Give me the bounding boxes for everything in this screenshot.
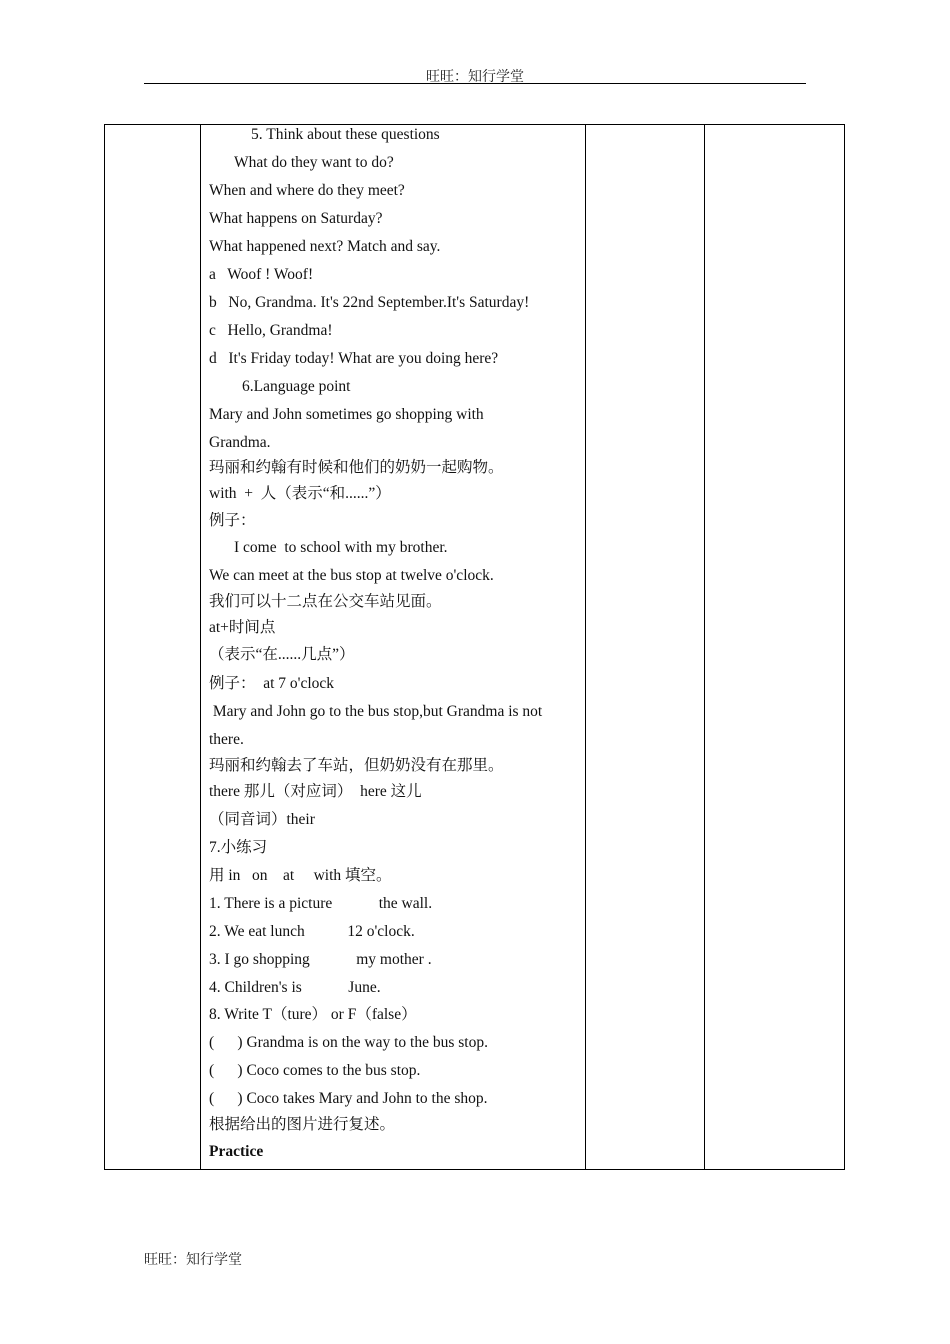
practice-heading: Practice — [209, 1143, 264, 1160]
text-line: at+时间点 — [209, 619, 276, 636]
text-line: 我们可以十二点在公交车站见面。 — [209, 593, 442, 610]
section-heading: 6.Language point — [242, 378, 351, 395]
true-false-item: ( ) Coco takes Mary and John to the shop. — [209, 1090, 488, 1107]
text-line: （表示“在......几点”） — [209, 646, 355, 663]
text-line: there 那儿（对应词） here 这儿 — [209, 783, 422, 800]
text-line: Mary and John go to the bus stop,but Grandma is not — [209, 703, 543, 720]
exercise-item: 3. I go shopping my mother . — [209, 951, 432, 968]
exercise-item: 2. We eat lunch 12 o'clock. — [209, 923, 415, 940]
table-column-divider — [704, 125, 705, 1169]
question-line: When and where do they meet? — [209, 182, 405, 199]
table-column-divider — [585, 125, 586, 1169]
header-divider — [144, 83, 806, 84]
question-line: What happens on Saturday? — [209, 210, 383, 227]
text-line: 用 in on at with 填空。 — [209, 867, 392, 884]
exercise-item: 4. Children's is June. — [209, 979, 381, 996]
question-line: What happened next? Match and say. — [209, 238, 441, 255]
exercise-item: 1. There is a picture the wall. — [209, 895, 433, 912]
question-line: What do they want to do? — [234, 154, 394, 171]
page-header: 旺旺：知行学堂 — [426, 70, 524, 85]
text-line: 玛丽和约翰去了车站，但奶奶没有在那里。 — [209, 757, 504, 774]
table-column-divider — [200, 125, 201, 1169]
match-option: a Woof ! Woof! — [209, 266, 314, 283]
text-line: there. — [209, 731, 244, 748]
text-line: Grandma. — [209, 434, 271, 451]
text-line: 例子： — [209, 512, 256, 529]
text-line: 玛丽和约翰有时候和他们的奶奶一起购物。 — [209, 459, 504, 476]
section-heading: 8. Write T（ture） or F（false） — [209, 1006, 417, 1023]
text-line: 根据给出的图片进行复述。 — [209, 1116, 396, 1133]
text-line: We can meet at the bus stop at twelve o'clock. — [209, 567, 494, 584]
text-line: I come to school with my brother. — [234, 539, 448, 556]
true-false-item: ( ) Grandma is on the way to the bus stop. — [209, 1034, 488, 1051]
section-heading: 5. Think about these questions — [251, 126, 440, 143]
text-line: 例子： at 7 o'clock — [209, 675, 335, 692]
page-footer: 旺旺：知行学堂 — [144, 1253, 242, 1268]
match-option: d It's Friday today! What are you doing here? — [209, 350, 499, 367]
match-option: c Hello, Grandma! — [209, 322, 333, 339]
text-line: Mary and John sometimes go shopping with — [209, 406, 484, 423]
text-line: （同音词）their — [209, 811, 315, 828]
true-false-item: ( ) Coco comes to the bus stop. — [209, 1062, 421, 1079]
section-heading: 7.小练习 — [209, 839, 268, 856]
text-line: with + 人（表示“和......”） — [209, 485, 391, 502]
match-option: b No, Grandma. It's 22nd September.It's Saturday! — [209, 294, 530, 311]
